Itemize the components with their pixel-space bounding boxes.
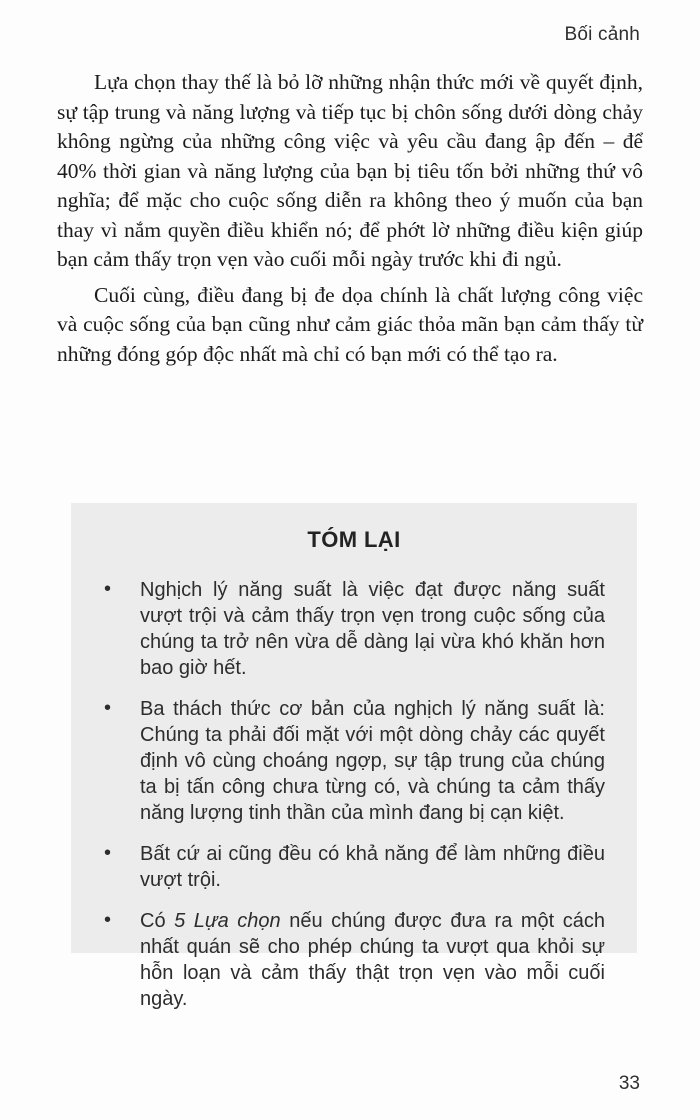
paragraph: Cuối cùng, điều đang bị đe dọa chính là chất lượng công việc và cuộc sống của bạn cũng như cảm giác thỏa mãn bạn cảm thấy từ những đóng góp độc nhất mà chỉ có bạn mới có thể tạo ra. bbox=[57, 282, 643, 366]
bullet-icon: • bbox=[104, 697, 112, 719]
paragraph: Lựa chọn thay thế là bỏ lỡ những nhận thức mới về quyết định, sự tập trung và năng lượng và tiếp tục bị chôn sống dưới dòng chảy không ngừng của những công việc và yêu cầu đang ập đến – để 40% thời gian và năng lượng của bạn bị tiêu tốn bởi những thứ vô nghĩa; để mặc cho cuộc sống diễn ra không theo ý muốn của bạn thay vì nắm quyền điều khiển nó; để phớt lờ những điều kiện giúp bạn cảm thấy trọn vẹn vào cuối mỗi ngày trước khi đi ngủ. bbox=[57, 70, 643, 271]
list-item bbox=[71, 696, 605, 826]
bullet-icon: • bbox=[104, 842, 112, 864]
running-header: Bối cảnh bbox=[564, 24, 640, 45]
list-item bbox=[71, 841, 605, 893]
summary-bullet-list bbox=[71, 577, 605, 1012]
body-text-block bbox=[57, 68, 643, 375]
bullet-text-post: nếu chúng được đưa ra một cách nhất quán sẽ cho phép chúng ta vượt qua khỏi sự hỗn loạn và cảm thấy thật trọn vẹn vào mỗi cuối ngày. bbox=[140, 910, 606, 1010]
bullet-text-pre: Có bbox=[140, 910, 175, 932]
bullet-text-italic: 5 Lựa chọn bbox=[174, 910, 281, 932]
bullet-icon: • bbox=[104, 909, 112, 931]
bullet-text: Bất cứ ai cũng đều có khả năng để làm những điều vượt trội. bbox=[140, 843, 605, 891]
list-item bbox=[71, 908, 605, 1012]
bullet-icon: • bbox=[104, 578, 112, 600]
summary-box bbox=[71, 503, 637, 1010]
page-number: 33 bbox=[618, 1073, 640, 1094]
bullet-text: Ba thách thức cơ bản của nghịch lý năng suất là: Chúng ta phải đối mặt với một dòng chảy các quyết định vô cùng choáng ngợp, sự tập trung của chúng ta bị tấn công chưa từng có, và chúng ta cảm thấy năng lượng tinh thần của mình đang bị cạn kiệt. bbox=[140, 698, 605, 824]
bullet-text: Nghịch lý năng suất là việc đạt được năng suất vượt trội và cảm thấy trọn vẹn trong cuộc sống của chúng ta trở nên vừa dễ dàng lại vừa khó khăn hơn bao giờ hết. bbox=[140, 579, 605, 679]
summary-box-title: TÓM LẠI bbox=[307, 527, 401, 552]
list-item bbox=[71, 577, 605, 681]
